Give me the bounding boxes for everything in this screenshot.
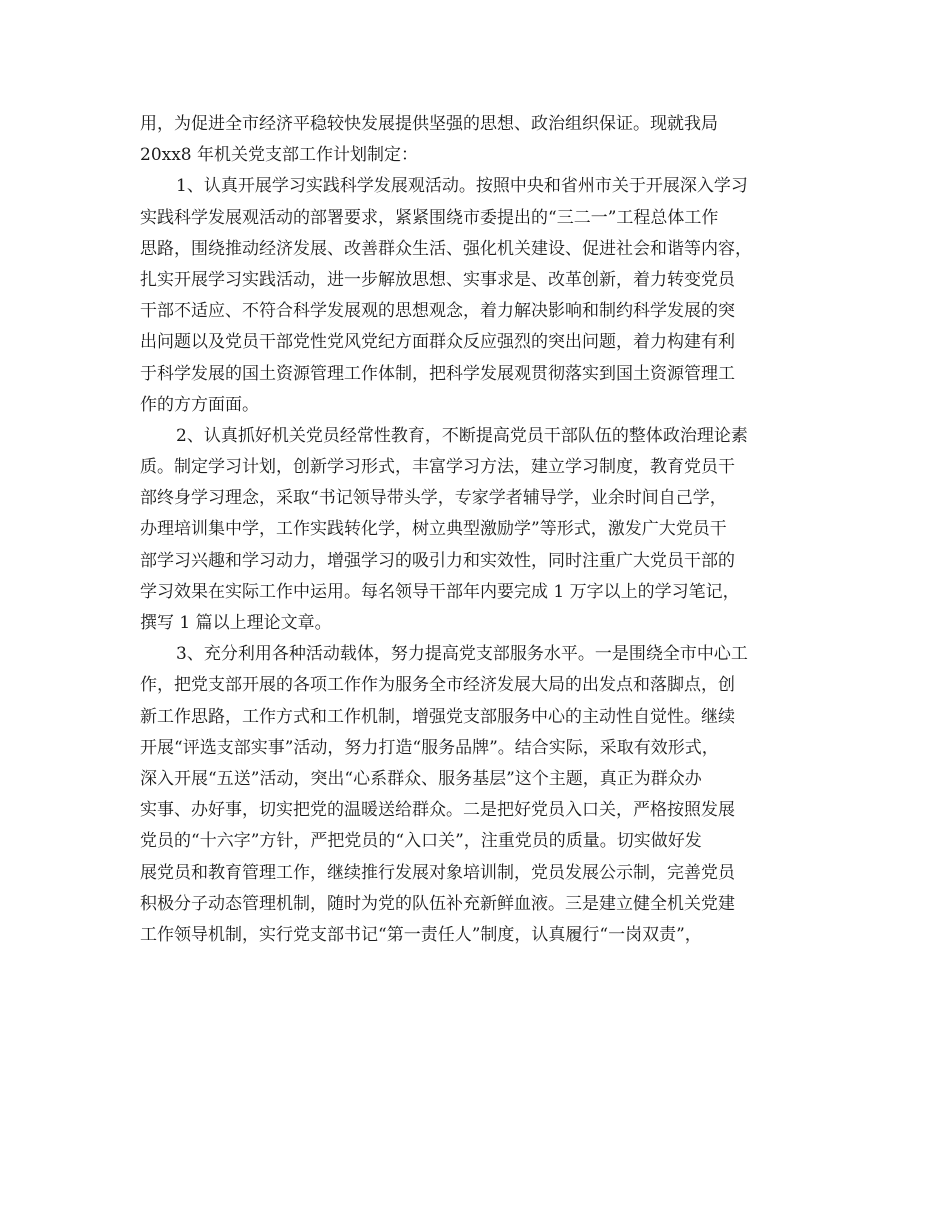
text-line: 工作领导机制，实行党支部书记“第一责任人”制度，认真履行“一岗双责”， [140, 924, 702, 945]
paragraph-first-line: 1、认真开展学习实践科学发展观活动。按照中央和省州市关于开展深入学习 [176, 176, 748, 197]
text-line: 作，把党支部开展的各项工作作为服务全市经济发展大局的出发点和落脚点，创 [140, 675, 735, 696]
text-line: 积极分子动态管理机制，随时为党的队伍补充新鲜血液。三是建立健全机关党建 [140, 893, 735, 914]
text-line: 办理培训集中学，工作实践转化学，树立典型激励学”等形式，激发广大党员干 [140, 519, 727, 540]
paragraph-first-line: 3、充分利用各种活动载体，努力提高党支部服务水平。一是围绕全市中心工 [176, 644, 748, 665]
text-line: 展党员和教育管理工作，继续推行发展对象培训制，党员发展公示制，完善党员 [140, 862, 735, 883]
paragraph-first-line: 2、认真抓好机关党员经常性教育，不断提高党员干部队伍的整体政治理论素 [176, 425, 748, 446]
text-line: 质。制定学习计划，创新学习形式，丰富学习方法，建立学习制度，教育党员干 [140, 457, 735, 478]
text-line: 扎实开展学习实践活动，进一步解放思想、实事求是、改革创新，着力转变党员 [140, 269, 735, 290]
text-line: 实践科学发展观活动的部署要求，紧紧围绕市委提出的“三二一”工程总体工作 [140, 207, 719, 228]
text-line: 干部不适应、不符合科学发展观的思想观念，着力解决影响和制约科学发展的突 [140, 301, 735, 322]
text-line: 用，为促进全市经济平稳较快发展提供坚强的思想、政治组织保证。现就我局 [140, 114, 718, 134]
text-line: 于科学发展的国土资源管理工作体制，把科学发展观贯彻落实到国土资源管理工 [140, 363, 735, 384]
text-line: 实事、办好事，切实把党的温暖送给群众。二是把好党员入口关，严格按照发展 [140, 800, 735, 821]
text-line: 部学习兴趣和学习动力，增强学习的吸引力和实效性，同时注重广大党员干部的 [140, 550, 735, 571]
text-line: 作的方方面面。 [140, 394, 259, 415]
document-body [140, 109, 820, 951]
text-line: 思路，围绕推动经济发展、改善群众生活、强化机关建设、促进社会和谐等内容， [140, 238, 752, 259]
text-line: 党员的“十六字”方针，严把党员的“入口关”，注重党员的质量。切实做好发 [140, 831, 702, 852]
text-line: 出问题以及党员干部党性党风党纪方面群众反应强烈的突出问题，着力构建有利 [140, 332, 735, 353]
text-line: 深入开展“五送”活动，突出“心系群众、服务基层”这个主题，真正为群众办 [140, 768, 702, 789]
text-line: 新工作思路，工作方式和工作机制，增强党支部服务中心的主动性自觉性。继续 [140, 706, 735, 727]
text-line: 学习效果在实际工作中运用。每名领导干部年内要完成 1 万字以上的学习笔记， [140, 581, 740, 602]
text-line: 20xx8 年机关党支部工作计划制定： [140, 145, 419, 166]
text-line: 部终身学习理念，采取“书记领导带头学，专家学者辅导学，业余时间自己学， [140, 488, 727, 509]
text-line: 开展“评选支部实事”活动，努力打造“服务品牌”。结合实际，采取有效形式， [140, 737, 719, 758]
text-line: 撰写 1 篇以上理论文章。 [140, 613, 332, 633]
